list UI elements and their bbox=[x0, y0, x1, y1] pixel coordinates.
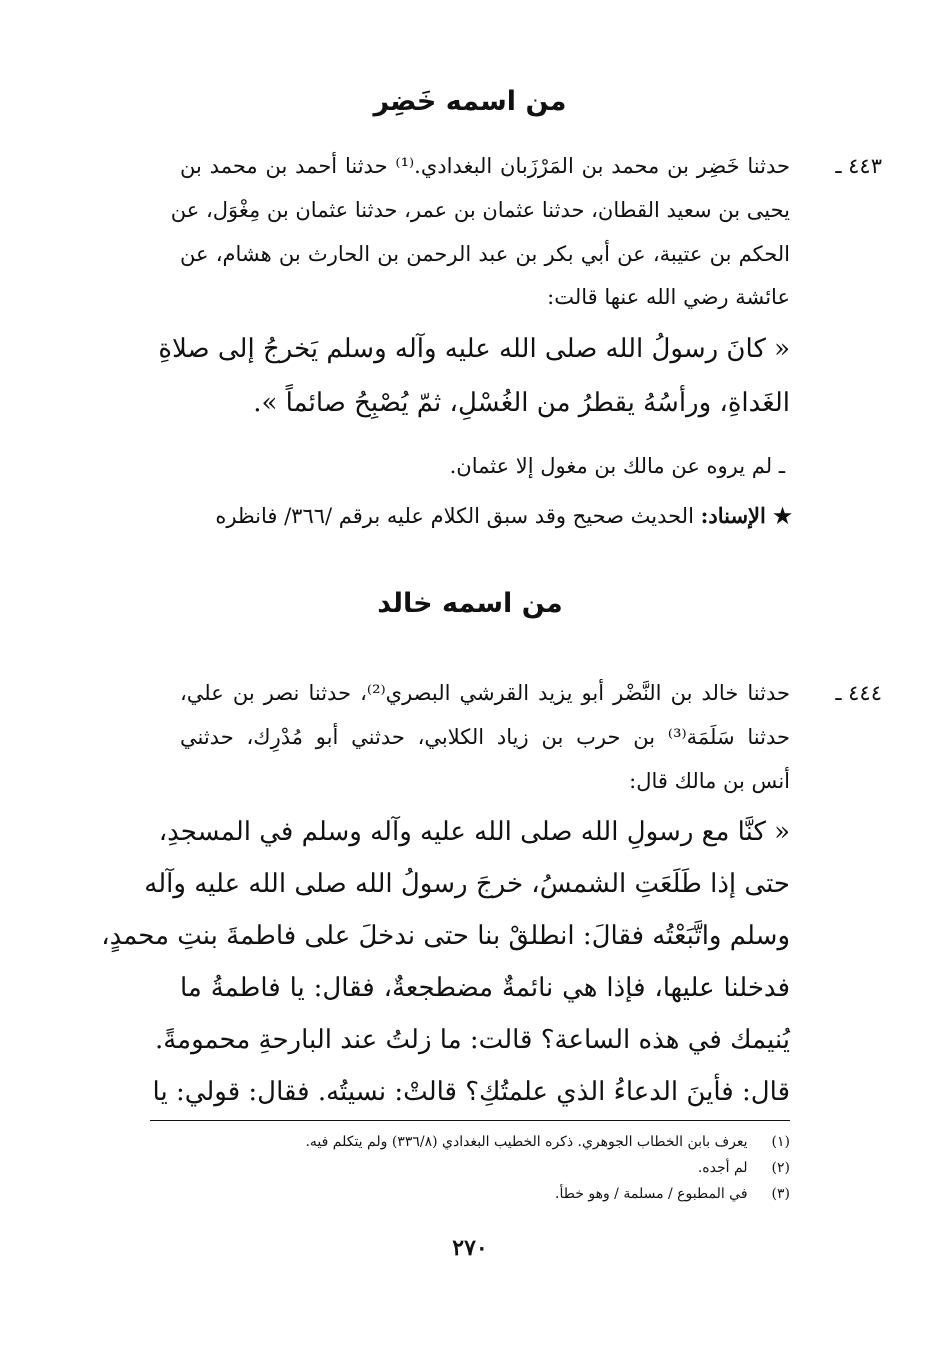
footnote-text: لم أجده. bbox=[697, 1160, 748, 1176]
matn-line: يُنيمك في هذه الساعة؟ قالت: ما زلتُ عند البارحةِ محمومةً. bbox=[154, 1025, 790, 1055]
isnad-line: عائشة رضي الله عنها قالت: bbox=[547, 285, 790, 309]
isnad-line: حدثنا خالد بن النَّضْر أبو يزيد القرشي البصري⁽²⁾، حدثنا نصر بن علي، bbox=[180, 681, 790, 705]
hadith-number: ٤٤٣ ـ bbox=[835, 154, 882, 178]
isnad-line: حدثنا سَلَمَة⁽³⁾ بن حرب بن زياد الكلابي، حدثني أبو مُدْرِك، حدثني bbox=[180, 725, 790, 749]
isnad-grade bbox=[152, 496, 792, 536]
section-heading-khalid: من اسمه خالد bbox=[377, 588, 563, 619]
footnote-marker: (٣) bbox=[771, 1186, 790, 1202]
isnad-grade-text: الحديث صحيح وقد سبق الكلام عليه برقم /٣٦٦/ فانظره bbox=[215, 504, 694, 528]
isnad-line: يحيى بن سعيد القطان، حدثنا عثمان بن عمر، حدثنا عثمان بن مِغْوَل، عن bbox=[170, 198, 790, 222]
matn-line: « كنَّا مع رسولِ الله صلى الله عليه وآله وسلم في المسجدِ، bbox=[158, 817, 790, 847]
footnote-divider bbox=[150, 1120, 790, 1121]
matn-line: « كانَ رسولُ الله صلى الله عليه وآله وسلم يَخرجُ إلى صلاةِ bbox=[158, 334, 790, 364]
matn-line: حتى إذا طَلَعَتِ الشمسُ، خرجَ رسولُ الله صلى الله عليه وآله bbox=[144, 869, 790, 899]
hadith-number: ٤٤٤ ـ bbox=[835, 681, 882, 705]
isnad-label: ★ الإسناد: bbox=[700, 503, 792, 528]
narration-note: ـ لم يروه عن مالك بن مغول إلا عثمان. bbox=[449, 454, 785, 478]
matn-line: قال: فأينَ الدعاءُ الذي علمتُكِ؟ قالتْ: نسيتُه. فقال: قولي: يا bbox=[152, 1077, 790, 1107]
section-heading-khadir: من اسمه خَضِر bbox=[373, 86, 567, 117]
footnote bbox=[150, 1156, 790, 1180]
footnote-marker: (٢) bbox=[771, 1160, 790, 1176]
isnad-line: أنس بن مالك قال: bbox=[629, 769, 790, 793]
page-number: ٢٧٠ bbox=[452, 1235, 488, 1261]
matn-line: فدخلنا عليها، فإذا هي نائمةٌ مضطجعةٌ، فقال: يا فاطمةُ ما bbox=[180, 973, 790, 1003]
footnote-marker: (١) bbox=[771, 1134, 790, 1150]
matn-line: وسلم واتَّبَعْتُه فقالَ: انطلقْ بنا حتى ندخلَ على فاطمةَ بنتِ محمدٍ، bbox=[101, 921, 790, 951]
isnad-line: حدثنا خَضِر بن محمد بن المَرْزَبان البغدادي.⁽¹⁾ حدثنا أحمد بن محمد بن bbox=[180, 154, 790, 178]
footnote-text: يعرف بابن الخطاب الجوهري. ذكره الخطيب البغدادي (٣٣٦/٨) ولم يتكلم فيه. bbox=[305, 1134, 748, 1150]
footnote bbox=[150, 1182, 790, 1206]
footnote-text: في المطبوع / مسلمة / وهو خطأ. bbox=[555, 1186, 748, 1202]
isnad-line: الحكم بن عتيبة، عن أبي بكر بن عبد الرحمن بن الحارث بن هشام، عن bbox=[180, 242, 790, 266]
footnote bbox=[150, 1130, 790, 1154]
matn-line: الغَداةِ، ورأسُهُ يقطرُ من الغُسْلِ، ثمّ يُصْبِحُ صائماً ». bbox=[253, 388, 790, 418]
